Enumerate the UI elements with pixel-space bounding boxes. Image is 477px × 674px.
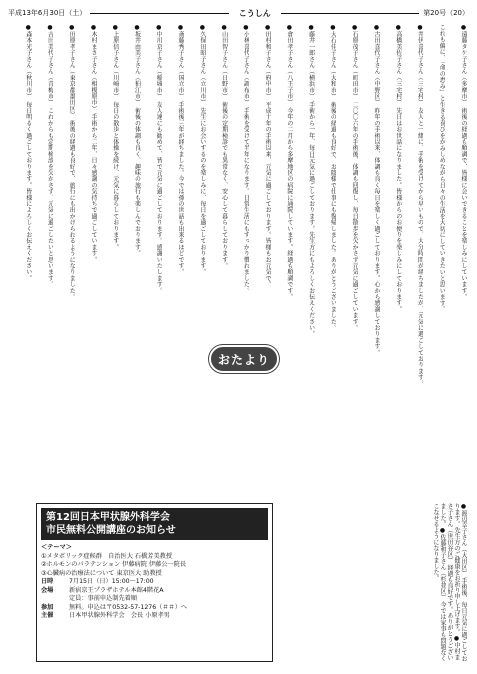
theme-item: ②ホルモンのパラテンション 伊藤病院 伊藤公一院長 (41, 561, 187, 568)
row-key (41, 595, 69, 604)
notice-row (41, 595, 268, 604)
letter-column: ●山田智子さん（日野市） 術後の定期検診でも異常なく、安心して暮らしております。 (220, 24, 228, 269)
letter-column: ●田村和子さん（府中市） 平成十年の手術以来、元気に過ごしております。皆様もお元気で。 (264, 24, 272, 288)
otayori-badge: おたより (209, 345, 279, 373)
row-key: 参加 (41, 603, 54, 611)
row-key: 日時 (41, 578, 54, 585)
theme-heading: ＜テーマ＞ (41, 544, 72, 551)
letter-column: ●中川京子さん（稲城市） 友人達にも勧めて、皆で元気に過ごしております。感謝いたします。 (155, 24, 163, 294)
row-value: 日本甲状腺外科学会 会長 小原孝男 (69, 612, 170, 619)
row-value: 7月15日（日）15:00～17:00 (69, 578, 154, 585)
letter-column: これも偏に、「命の恵み」と生きる喜びをかみしめながら日々の生活を大切にしていきたいと思います。 (438, 24, 446, 313)
notice-title-line2: 市民無料公開講座のお知らせ (46, 525, 176, 536)
row-value: 新宿京王プラザホテル本館4階花A (69, 586, 164, 594)
letter-column: ●森本光子さん（秋川市） 毎日明るく過ごしております。皆様によろしくお伝えください。 (24, 24, 32, 282)
theme-item: ③心臓病の治療法について 東京医大 助教授 (41, 569, 162, 577)
issue-date: 平成13年6月30日（土） (8, 9, 87, 17)
letter-column: ●井伊喜代子さん（三宅村） 友人と一緒に、手術を受けてから早いもので、大分時間が経ちましたが、元気に過ごしております。 (416, 24, 424, 387)
letter-column: ●吉田美代子さん（青梅市） これからも定期検診を欠かさず、元気に過ごしたいと思います。 (46, 24, 54, 288)
letter-column: ●古田喜代子さん（中野区） 昨年の手術以来、体調も良く毎日を楽しく過ごしております。心から感謝しております。 (372, 24, 380, 356)
theme-item: ①メタボリック症候群 自治医大 石橋芳美教授 (41, 552, 173, 560)
row-value: 定員：事前申込制先着順 (69, 595, 138, 602)
notice-row (41, 612, 268, 621)
row-value: 無料。申込は〒0532-57-1276（＃＃）へ (69, 603, 188, 611)
notice-row (41, 578, 268, 587)
lecture-notice (36, 503, 273, 662)
letter-column: ●大石佳子さん（大和市） 術後の経過も良好で、お陰様で仕事にも復帰しました。ありがとうございました。 (329, 24, 337, 331)
page-header (8, 6, 469, 20)
letter-column: ●石原茂子さん（町田市） 二〇〇六年の手術後、体調も回復し、毎日散歩を欠かさず元気に過ごしています。 (351, 24, 359, 331)
letter-column: ●高橋美佐子さん（三宅村） 先日はお世話になりました。皆様からのお便りを楽しみにしております。 (394, 24, 402, 313)
header-rule-right (281, 13, 419, 14)
newsletter-title: こうしん (238, 8, 271, 18)
header-rule-left (90, 13, 228, 14)
letters-lower-right: ●渡辺幸子さん（大田区） 手術後、毎日元気に過ごしております。先生方のご健康をお祈り申し上げます。●中村まさ子さん（世田谷区） 経過も良好です。ありがとうございました。●佐藤和子さん（杉並区） 今では家事も問題なくこなせるようになりました。 (432, 503, 467, 662)
letter-column: ●上原信子さん（川崎市） 毎日の散歩と体操を続け、元気に暮らしております。 (111, 24, 119, 251)
letters-columns (10, 24, 467, 498)
row-key: 主催 (41, 612, 54, 619)
notice-row (41, 604, 268, 613)
letter-column: ●坂井由美子さん（狛江市） 術後の体調も良く、趣味の旅行も楽しんでおります。 (133, 24, 141, 257)
row-key: 会場 (41, 586, 54, 594)
notice-title-line1: 第12回日本甲状腺外科学会 (46, 512, 170, 523)
letter-column: ●小林喜代子さん（調布市） 手術を受けて半年になります。日常生活にもすっかり慣れました。 (242, 24, 250, 294)
letter-column: ●久保田昭子さん（立川市） 先生にお会いするのを楽しみに、毎日を過ごしております。 (198, 24, 206, 276)
letter-column: ●木村まさ子さん（相模原市） 手術から二年、日々感謝の気持ちで過ごしています。 (89, 24, 97, 263)
letter-column: ●斎藤秀子さん（国立市） 手術後三年が経ちました。今では孫の世話も出来るほどです。 (177, 24, 185, 276)
letter-column: ●遠藤タケ子さん（多摩市） 術後の経過も順調で、皆様に会いできることを楽しみにしています。 (460, 24, 467, 300)
notice-title (41, 508, 268, 540)
notice-row (41, 587, 268, 596)
letter-column: ●田原孝子さん（東京都墨田区） 術後の経過も良好で、旅行にも出かけられるようになりました。 (68, 24, 76, 300)
letter-column: ●藤井一郎さん（横浜市） 手術から一年、毎日元気に過ごしております。先生方にもよろしくお伝えください。 (307, 24, 315, 338)
issue-number: 第20号（20） (423, 9, 470, 17)
letter-column: ●倉田孝子さん（八王子市） 今年の二月から多摩地区の病院に通院しています。経過も順調です。 (285, 24, 293, 300)
